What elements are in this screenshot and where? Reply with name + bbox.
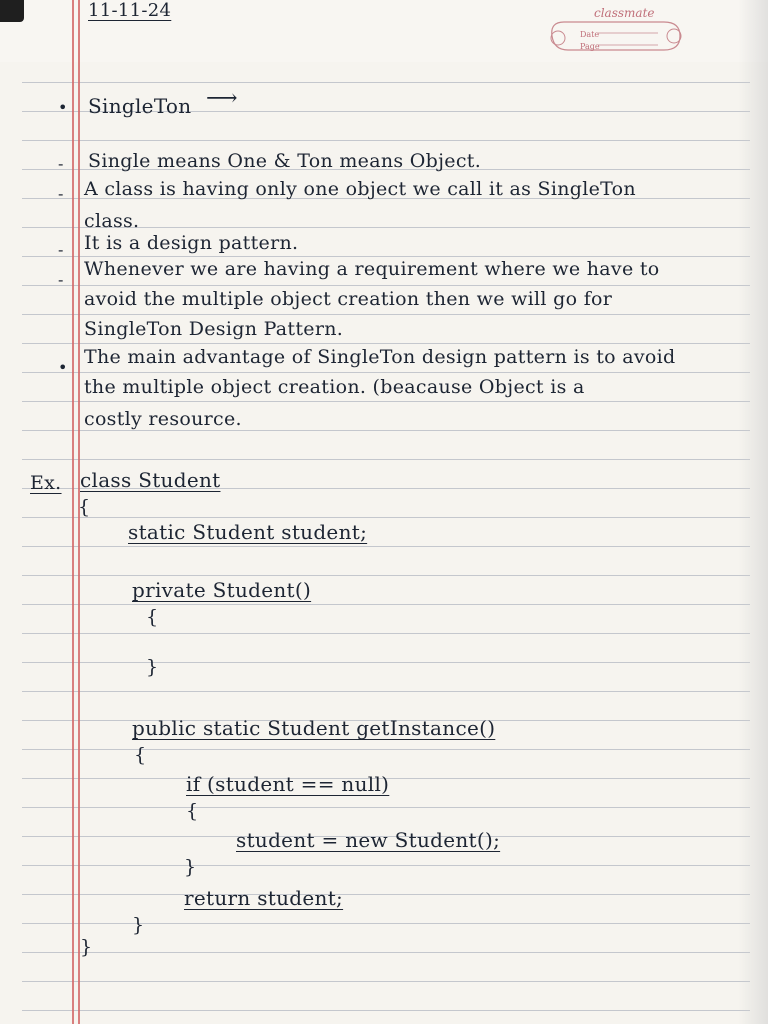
note-line: class.: [84, 210, 140, 232]
ruled-line: [22, 372, 750, 373]
page-corner-shadow: [0, 0, 24, 22]
bullet-marker: -: [58, 154, 64, 173]
code-line: student = new Student();: [236, 828, 501, 852]
ruled-line: [22, 604, 750, 605]
ruled-line: [22, 749, 750, 750]
badge-frame-icon: [546, 16, 686, 60]
page-date: 11-11-24: [88, 0, 172, 21]
bullet-marker: •: [58, 98, 68, 117]
note-line: Whenever we are having a requirement where we have to: [84, 258, 660, 280]
ruled-line: [22, 952, 750, 953]
classmate-date-page-box: [546, 6, 686, 60]
bullet-marker: •: [58, 358, 68, 377]
code-brace: {: [186, 800, 199, 822]
code-brace: {: [134, 744, 147, 766]
page-field-label: Page: [580, 42, 600, 51]
ruled-line: [22, 517, 750, 518]
note-line: the multiple object creation. (beacause Object is a: [84, 376, 585, 398]
code-line: static Student student;: [128, 520, 368, 544]
margin-line-left: [72, 0, 74, 1024]
ruled-line: [22, 314, 750, 315]
code-line: class Student: [80, 468, 221, 492]
note-line: avoid the multiple object creation then we will go for: [84, 288, 613, 310]
right-arrow-icon: ⟶: [206, 86, 238, 111]
ruled-line: [22, 807, 750, 808]
date-field-label: Date: [580, 30, 600, 39]
ruled-line: [22, 459, 750, 460]
code-brace: }: [184, 856, 197, 878]
code-line: public static Student getInstance(): [132, 716, 496, 740]
example-label: Ex.: [30, 472, 62, 494]
bullet-marker: -: [58, 184, 64, 203]
brand-logo: classmate: [594, 6, 655, 20]
note-line: A class is having only one object we call it as SingleTon: [84, 178, 636, 200]
code-line: return student;: [184, 886, 344, 910]
code-brace: }: [132, 914, 145, 936]
note-line: It is a design pattern.: [84, 232, 299, 254]
ruled-line: [22, 401, 750, 402]
ruled-line: [22, 1010, 750, 1011]
code-brace: }: [80, 936, 93, 958]
bullet-marker: -: [58, 240, 64, 259]
code-brace: {: [146, 606, 159, 628]
ruled-line: [22, 981, 750, 982]
ruled-line: [22, 865, 750, 866]
code-brace: {: [78, 496, 91, 518]
ruled-line: [22, 546, 750, 547]
ruled-line: [22, 894, 750, 895]
ruled-line: [22, 343, 750, 344]
note-line: SingleTon Design Pattern.: [84, 318, 344, 340]
ruled-line: [22, 82, 750, 83]
ruled-line: [22, 633, 750, 634]
ruled-line: [22, 285, 750, 286]
note-line: costly resource.: [84, 408, 242, 430]
note-line: Single means One & Ton means Object.: [88, 150, 482, 172]
ruled-line: [22, 662, 750, 663]
section-title: SingleTon: [88, 94, 192, 118]
ruled-line: [22, 691, 750, 692]
page-edge-shadow: [738, 0, 768, 1024]
ruled-line: [22, 575, 750, 576]
code-line: if (student == null): [186, 772, 390, 796]
ruled-line: [22, 256, 750, 257]
ruled-line: [22, 430, 750, 431]
code-line: private Student(): [132, 578, 312, 602]
note-line: The main advantage of SingleTon design pattern is to avoid: [84, 346, 676, 368]
bullet-marker: -: [58, 270, 64, 289]
ruled-line: [22, 140, 750, 141]
code-brace: }: [146, 656, 159, 678]
